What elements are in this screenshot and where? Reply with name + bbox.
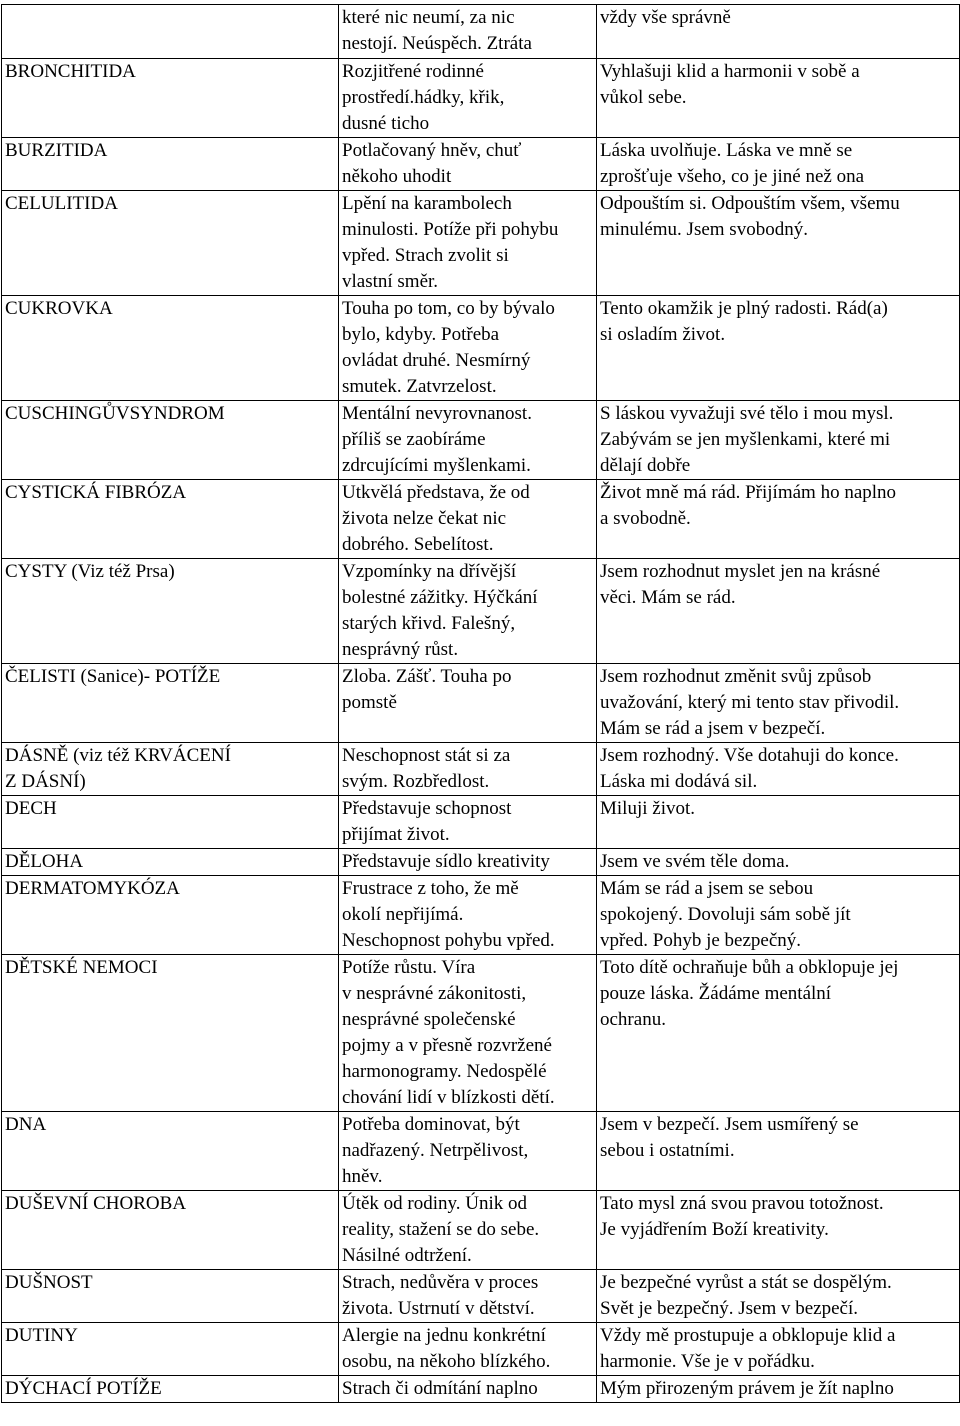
cell-text-line: nestojí. Neúspěch. Ztráta	[342, 33, 532, 54]
cell-text-line: příliš se zaobíráme	[342, 429, 486, 450]
probable-cause-cell	[339, 1376, 597, 1403]
cell-text-line: Láska mi dodává sil.	[600, 771, 758, 792]
probable-cause-cell	[339, 138, 597, 191]
ailment-name-cell	[2, 191, 339, 296]
table-row	[2, 664, 960, 743]
cell-text-line: zprošťuje všeho, co je jiné než ona	[600, 166, 864, 187]
affirmation-cell	[597, 876, 960, 955]
cell-text-line: hněv.	[342, 1166, 383, 1187]
cell-text-line: spokojený. Dovoluji sám sobě jít	[600, 904, 851, 925]
cell-text-line: Násilné odtržení.	[342, 1245, 472, 1266]
cell-text-line: nadřazený. Netrpělivost,	[342, 1140, 529, 1161]
cell-text-line: CYSTICKÁ FIBRÓZA	[5, 482, 187, 503]
cell-text-line: Zabývám se jen myšlenkami, které mi	[600, 429, 891, 450]
cell-text-line: prostředí.hádky, křik,	[342, 87, 505, 108]
cell-text-line: života nelze čekat nic	[342, 508, 507, 529]
cell-text-line: Jsem rozhodnut myslet jen na krásné	[600, 561, 881, 582]
cell-text-line: reality, stažení se do sebe.	[342, 1219, 540, 1240]
affirmation-cell	[597, 59, 960, 138]
cell-text-line: Jsem v bezpečí. Jsem usmířený se	[600, 1114, 859, 1135]
cell-text-line: bylo, kdyby. Potřeba	[342, 324, 500, 345]
affirmation-cell	[597, 743, 960, 796]
affirmation-cell	[597, 796, 960, 849]
cell-text-line: vždy vše správně	[600, 7, 731, 28]
cell-text-line: CUSCHINGŮVSYNDROM	[5, 403, 225, 424]
probable-cause-cell	[339, 296, 597, 401]
table-row	[2, 401, 960, 480]
ailment-name-cell	[2, 849, 339, 876]
cell-text-line: pojmy a v přesně rozvržené	[342, 1035, 552, 1056]
affirmation-cell	[597, 5, 960, 59]
table-row	[2, 876, 960, 955]
cell-text-line: harmonogramy. Nedospělé	[342, 1061, 547, 1082]
cell-text-line: dusné ticho	[342, 113, 430, 134]
cell-text-line: dobrého. Sebelítost.	[342, 534, 494, 555]
ailment-name-cell	[2, 401, 339, 480]
cell-text-line: Vyhlašuji klid a harmonii v sobě a	[600, 61, 860, 82]
cell-text-line: Láska uvolňuje. Láska ve mně se	[600, 140, 853, 161]
cell-text-line: Strach, nedůvěra v proces	[342, 1272, 539, 1293]
ailment-name-cell	[2, 664, 339, 743]
cell-text-line: sebou i ostatními.	[600, 1140, 735, 1161]
cell-text-line: Lpění na karambolech	[342, 193, 512, 214]
cell-text-line: Jsem ve svém těle doma.	[600, 851, 790, 872]
ailment-name-cell	[2, 876, 339, 955]
cell-text-line: Život mně má rád. Přijímám ho naplno	[600, 482, 897, 503]
cell-text-line: Frustrace z toho, že mě	[342, 878, 519, 899]
table-row	[2, 138, 960, 191]
cell-text-line: CYSTY (Viz též Prsa)	[5, 561, 175, 582]
ailment-name-cell	[2, 5, 339, 59]
cell-text-line: vůkol sebe.	[600, 87, 687, 108]
cell-text-line: nesprávné společenské	[342, 1009, 516, 1030]
cell-text-line: Mám se rád a jsem se sebou	[600, 878, 814, 899]
ailment-name-cell	[2, 796, 339, 849]
table-row	[2, 480, 960, 559]
cell-text-line: Jsem rozhodnut změnit svůj způsob	[600, 666, 872, 687]
ailment-name-cell	[2, 1112, 339, 1191]
cell-text-line: Toto dítě ochraňuje bůh a obklopuje jej	[600, 957, 899, 978]
probable-cause-cell	[339, 1191, 597, 1270]
cell-text-line: harmonie. Vše je v pořádku.	[600, 1351, 815, 1372]
cell-text-line: Útěk od rodiny. Únik od	[342, 1193, 528, 1214]
cell-text-line: DĚTSKÉ NEMOCI	[5, 957, 158, 978]
ailment-name-cell	[2, 1376, 339, 1403]
cell-text-line: Potřeba dominovat, být	[342, 1114, 520, 1135]
cell-text-line: DNA	[5, 1114, 47, 1135]
probable-cause-cell	[339, 743, 597, 796]
table-row	[2, 1112, 960, 1191]
affirmation-cell	[597, 1270, 960, 1323]
table-row	[2, 849, 960, 876]
ailment-name-cell	[2, 138, 339, 191]
cell-text-line: DUŠNOST	[5, 1272, 93, 1293]
ailment-name-cell	[2, 59, 339, 138]
ailment-name-cell	[2, 1323, 339, 1376]
affirmation-cell	[597, 1112, 960, 1191]
probable-cause-cell	[339, 796, 597, 849]
cell-text-line: DECH	[5, 798, 57, 819]
cell-text-line: DÝCHACÍ POTÍŽE	[5, 1378, 162, 1399]
cell-text-line: Odpouštím si. Odpouštím všem, všemu	[600, 193, 900, 214]
cell-text-line: starých křivd. Falešný,	[342, 613, 516, 634]
cell-text-line: Vždy mě prostupuje a obklopuje klid a	[600, 1325, 896, 1346]
cell-text-line: dělají dobře	[600, 455, 691, 476]
cell-text-line: Svět je bezpečný. Jsem v bezpečí.	[600, 1298, 858, 1319]
affirmation-cell	[597, 296, 960, 401]
affirmation-cell	[597, 955, 960, 1112]
affirmation-cell	[597, 1376, 960, 1403]
probable-cause-cell	[339, 59, 597, 138]
probable-cause-cell	[339, 955, 597, 1112]
ailment-name-cell	[2, 1191, 339, 1270]
cell-text-line: chování lidí v blízkosti dětí.	[342, 1087, 555, 1108]
ailment-name-cell	[2, 296, 339, 401]
cell-text-line: DÁSNĚ (viz též KRVÁCENÍ	[5, 745, 231, 766]
table-row	[2, 559, 960, 664]
cell-text-line: nesprávný růst.	[342, 639, 459, 660]
affirmation-cell	[597, 664, 960, 743]
probable-cause-cell	[339, 559, 597, 664]
table-row	[2, 1376, 960, 1403]
cell-text-line: života. Ustrnutí v dětství.	[342, 1298, 535, 1319]
cell-text-line: Potíže růstu. Víra	[342, 957, 476, 978]
affirmation-cell	[597, 401, 960, 480]
cell-text-line: Mentální nevyrovnanost.	[342, 403, 532, 424]
cell-text-line: DUTINY	[5, 1325, 78, 1346]
cell-text-line: Mým přirozeným právem je žít naplno	[600, 1378, 894, 1399]
probable-cause-cell	[339, 191, 597, 296]
table-row	[2, 191, 960, 296]
cell-text-line: BRONCHITIDA	[5, 61, 136, 82]
table-row	[2, 5, 960, 59]
cell-text-line: a svobodně.	[600, 508, 691, 529]
cell-text-line: ochranu.	[600, 1009, 666, 1030]
ailment-name-cell	[2, 1270, 339, 1323]
affirmation-cell	[597, 138, 960, 191]
probable-cause-cell	[339, 1112, 597, 1191]
cell-text-line: Neschopnost pohybu vpřed.	[342, 930, 555, 951]
cell-text-line: zdrcujícími myšlenkami.	[342, 455, 531, 476]
table-row	[2, 59, 960, 138]
cell-text-line: Jsem rozhodný. Vše dotahuji do konce.	[600, 745, 899, 766]
cell-text-line: někoho uhodit	[342, 166, 452, 187]
cell-text-line: vpřed. Strach zvolit si	[342, 245, 509, 266]
probable-cause-cell	[339, 1323, 597, 1376]
probable-cause-cell	[339, 849, 597, 876]
cell-text-line: Utkvělá představa, že od	[342, 482, 530, 503]
cell-text-line: Neschopnost stát si za	[342, 745, 511, 766]
cell-text-line: BURZITIDA	[5, 140, 108, 161]
cell-text-line: Představuje schopnost	[342, 798, 512, 819]
affirmation-cell	[597, 1323, 960, 1376]
probable-cause-cell	[339, 1270, 597, 1323]
cell-text-line: uvažování, který mi tento stav přivodil.	[600, 692, 900, 713]
cell-text-line: minulému. Jsem svobodný.	[600, 219, 808, 240]
probable-cause-cell	[339, 401, 597, 480]
cell-text-line: svým. Rozbředlost.	[342, 771, 490, 792]
cell-text-line: minulosti. Potíže při pohybu	[342, 219, 559, 240]
cell-text-line: ČELISTI (Sanice)- POTÍŽE	[5, 666, 221, 687]
cell-text-line: pouze láska. Žádáme mentální	[600, 983, 832, 1004]
ailment-name-cell	[2, 743, 339, 796]
cell-text-line: S láskou vyvažuji své tělo i mou mysl.	[600, 403, 894, 424]
cell-text-line: si osladím život.	[600, 324, 726, 345]
cell-text-line: Alergie na jednu konkrétní	[342, 1325, 546, 1346]
cell-text-line: Tento okamžik je plný radosti. Rád(a)	[600, 298, 888, 319]
cell-text-line: přijímat život.	[342, 824, 450, 845]
cell-text-line: Mám se rád a jsem v bezpečí.	[600, 718, 826, 739]
cell-text-line: Z DÁSNÍ)	[5, 771, 86, 792]
affirmation-cell	[597, 559, 960, 664]
ailment-name-cell	[2, 955, 339, 1112]
probable-cause-cell	[339, 480, 597, 559]
table-row	[2, 955, 960, 1112]
cell-text-line: CELULITIDA	[5, 193, 118, 214]
cell-text-line: Rozjitřené rodinné	[342, 61, 484, 82]
cell-text-line: DUŠEVNÍ CHOROBA	[5, 1193, 187, 1214]
cell-text-line: Je vyjádřením Boží kreativity.	[600, 1219, 829, 1240]
cell-text-line: Představuje sídlo kreativity	[342, 851, 550, 872]
cell-text-line: vlastní směr.	[342, 271, 439, 292]
cell-text-line: smutek. Zatvrzelost.	[342, 376, 497, 397]
cell-text-line: vpřed. Pohyb je bezpečný.	[600, 930, 802, 951]
cell-text-line: bolestné zážitky. Hýčkání	[342, 587, 538, 608]
cell-text-line: věci. Mám se rád.	[600, 587, 736, 608]
cell-text-line: DĚLOHA	[5, 851, 84, 872]
ailment-table	[1, 4, 960, 1403]
cell-text-line: okolí nepřijímá.	[342, 904, 464, 925]
cell-text-line: Tato mysl zná svou pravou totožnost.	[600, 1193, 884, 1214]
cell-text-line: Touha po tom, co by bývalo	[342, 298, 555, 319]
cell-text-line: Zloba. Zášť. Touha po	[342, 666, 512, 687]
ailment-table-body	[2, 5, 960, 1403]
cell-text-line: které nic neumí, za nic	[342, 7, 515, 28]
table-row	[2, 743, 960, 796]
cell-text-line: osobu, na někoho blízkého.	[342, 1351, 551, 1372]
affirmation-cell	[597, 480, 960, 559]
cell-text-line: v nesprávné zákonitosti,	[342, 983, 527, 1004]
cell-text-line: Strach či odmítání naplno	[342, 1378, 538, 1399]
table-row	[2, 1270, 960, 1323]
ailment-name-cell	[2, 480, 339, 559]
cell-text-line: DERMATOMYKÓZA	[5, 878, 180, 899]
cell-text-line: CUKROVKA	[5, 298, 113, 319]
affirmation-cell	[597, 191, 960, 296]
ailment-name-cell	[2, 559, 339, 664]
affirmation-cell	[597, 1191, 960, 1270]
cell-text-line: ovládat druhé. Nesmírný	[342, 350, 531, 371]
table-row	[2, 296, 960, 401]
cell-text-line: Vzpomínky na dřívější	[342, 561, 517, 582]
probable-cause-cell	[339, 5, 597, 59]
table-row	[2, 796, 960, 849]
cell-text-line: Miluji život.	[600, 798, 695, 819]
cell-text-line: pomstě	[342, 692, 397, 713]
affirmation-cell	[597, 849, 960, 876]
cell-text-line: Je bezpečné vyrůst a stát se dospělým.	[600, 1272, 892, 1293]
cell-text-line: Potlačovaný hněv, chuť	[342, 140, 522, 161]
table-row	[2, 1191, 960, 1270]
probable-cause-cell	[339, 876, 597, 955]
table-row	[2, 1323, 960, 1376]
probable-cause-cell	[339, 664, 597, 743]
